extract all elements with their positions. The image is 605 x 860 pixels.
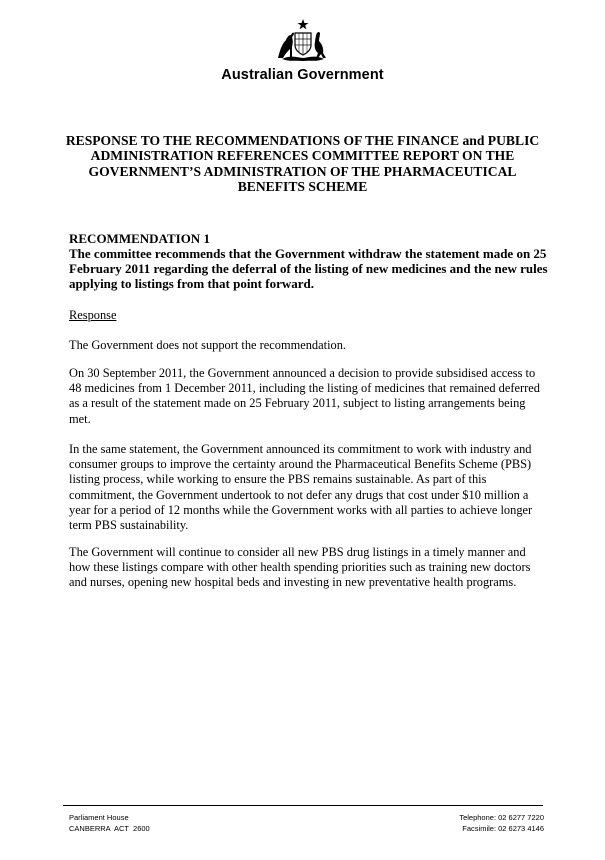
footer-divider [63, 805, 543, 806]
response-paragraph: The Government will continue to consider all new PBS drug listings in a timely manner and how these listings compare with other health spending priorities such as training new doctors and nurses, opening new hospital beds and investing in new preventative health programs. [69, 545, 531, 590]
footer-telephone: Telephone: 02 6277 7220 [459, 813, 544, 822]
government-name: Australian Government [221, 67, 384, 83]
footer-contact [459, 812, 544, 834]
response-paragraph: The Government does not support the recommendation. [69, 338, 346, 352]
recommendation-text: The committee recommends that the Government withdraw the statement made on 25 February 2011 regarding the deferral of the listing of new medicines and the new rules applying to listings from that point forward. [69, 246, 548, 292]
recommendation-heading: RECOMMENDATION 1 [69, 231, 210, 246]
footer-address-line: CANBERRA ACT 2600 [69, 824, 150, 833]
response-paragraph: In the same statement, the Government announced its commitment to work with industry and consumer groups to improve the certainty around the Pharmaceutical Benefits Scheme (PBS) listing process, while working to ensure the PBS remains sustainable. As part of this commitment, the Government undertook to not defer any drugs that cost under $10 million a year for a period of 12 months while the Government works with all parties to achieve longer term PBS sustainability. [69, 442, 533, 533]
footer-address [69, 812, 150, 834]
footer-address-line: Parliament House [69, 813, 129, 822]
footer-facsimile: Facsimile: 02 6273 4146 [462, 824, 544, 833]
coat-of-arms-icon [272, 18, 334, 64]
response-paragraph: On 30 September 2011, the Government announced a decision to provide subsidised access to 48 medicines from 1 December 2011, including the listing of medicines that remained deferred as a result of the statement made on 25 February 2011, subject to listing arrangements being met. [69, 366, 540, 426]
document-title: RESPONSE TO THE RECOMMENDATIONS OF THE FINANCE and PUBLIC ADMINISTRATION REFERENCES COMMITTEE REPORT ON THE GOVERNMENT’S ADMINISTRATION OF THE PHARMACEUTICAL BENEFITS SCHEME [65, 133, 540, 195]
response-label: Response [69, 308, 117, 322]
